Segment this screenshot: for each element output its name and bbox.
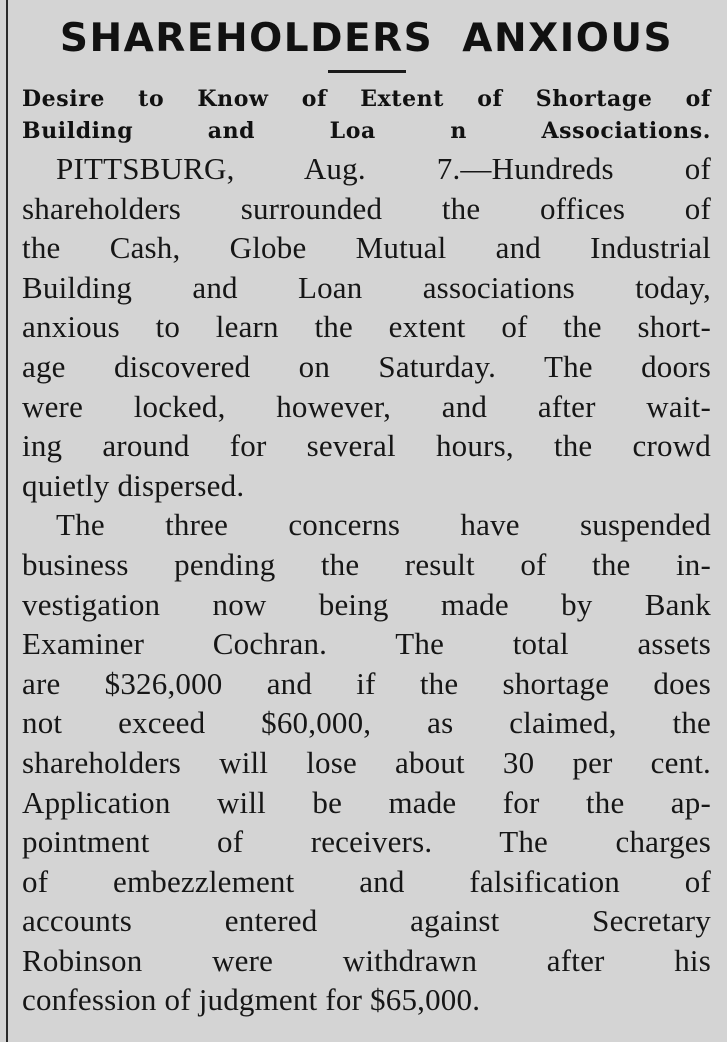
body-line: were locked, however, and after wait- <box>22 388 711 424</box>
body-line: the Cash, Globe Mutual and Industrial <box>22 230 711 266</box>
body-line: Examiner Cochran. The total assets <box>22 626 711 662</box>
column-rule <box>6 0 8 1042</box>
paragraph-2 <box>22 505 711 1020</box>
subheadline <box>22 83 711 147</box>
body-line: vestigation now being made by Bank <box>22 586 711 622</box>
paragraph-1 <box>22 149 711 505</box>
body-line: shareholders surrounded the offices of <box>22 190 711 226</box>
body-line: accounts entered against Secretary <box>22 903 711 939</box>
body-line: confession of judgment for $65,000. <box>22 982 481 1018</box>
body-line: are $326,000 and if the shortage does <box>22 665 711 701</box>
body-line: anxious to learn the extent of the short- <box>22 309 711 345</box>
body-line: Robinson were withdrawn after his <box>22 942 711 978</box>
body-line: business pending the result of the in- <box>22 546 711 582</box>
body-line: age discovered on Saturday. The doors <box>22 348 711 384</box>
body-line: PITTSBURG, Aug. 7.—Hundreds of <box>56 151 711 186</box>
subheadline-line: Desire to Know of Extent of Shortage of <box>22 86 711 112</box>
body-line: quietly dispersed. <box>22 467 245 503</box>
body-line: shareholders will lose about 30 per cent. <box>22 744 711 780</box>
body-line: not exceed $60,000, as claimed, the <box>22 705 711 741</box>
body-line: Application will be made for the ap- <box>22 784 711 820</box>
article-body <box>22 149 711 1020</box>
body-line: The three concerns have suspended <box>56 507 711 543</box>
headline-divider <box>328 70 406 73</box>
body-line: ing around for several hours, the crowd <box>22 428 711 464</box>
body-line: Building and Loan associations today, <box>22 269 711 305</box>
headline: SHAREHOLDERS ANXIOUS <box>59 16 674 61</box>
body-line: of embezzlement and falsification of <box>22 863 711 899</box>
subheadline-line: Building and Loa n Associations. <box>22 118 711 144</box>
body-line: pointment of receivers. The charges <box>22 824 711 860</box>
